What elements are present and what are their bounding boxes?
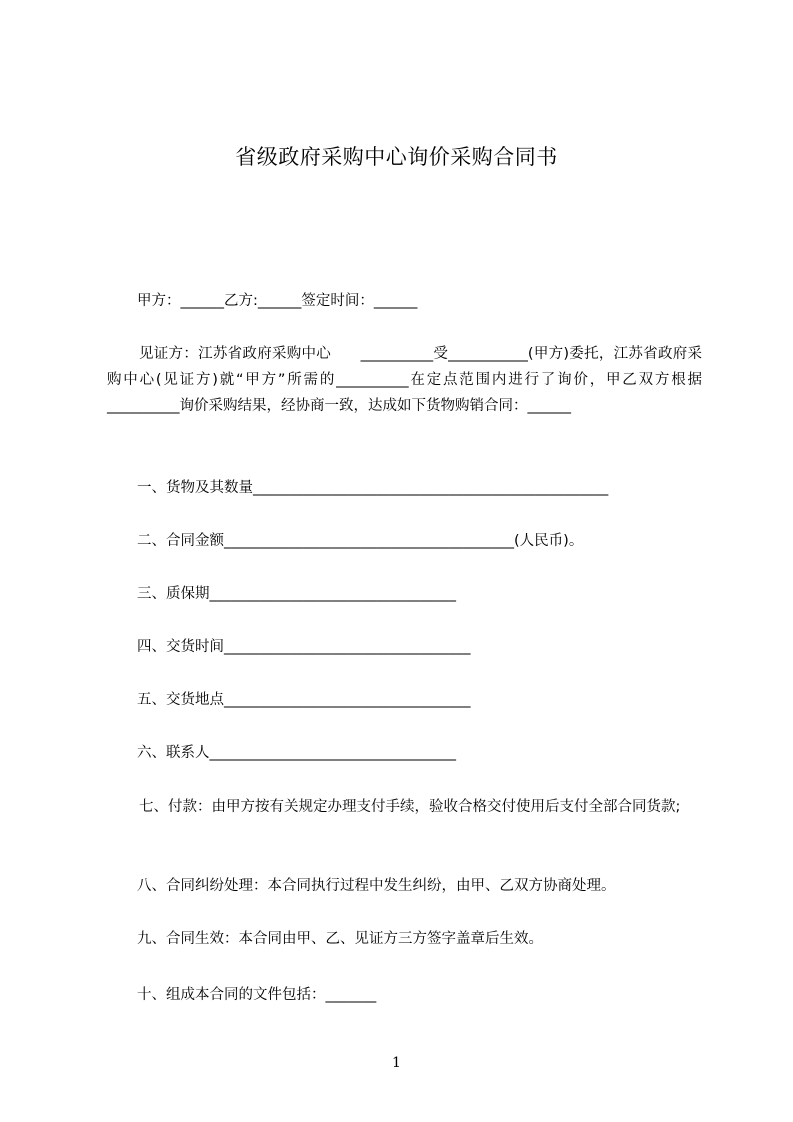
page-number: 1 bbox=[392, 1055, 401, 1071]
parties-line: 甲方：______乙方:______签定时间：______ bbox=[137, 293, 418, 309]
witness-paragraph: 见证方：江苏省政府采购中心 __________受___________(甲方)委托，江苏省政府采购中心(见证方)就“甲方”所需的__________在定点范围内进行了询价，甲乙双方根据__________询价采购结果，经协商一致，达成如下货物购销合同：______ bbox=[107, 346, 702, 414]
clause-dispute-resolution: 八、合同纠纷处理：本合同执行过程中发生纠纷，由甲、乙双方协商处理。 bbox=[137, 878, 616, 894]
clause-contract-documents: 十、组成本合同的文件包括：_______ bbox=[137, 987, 377, 1003]
document-title: 省级政府采购中心询价采购合同书 bbox=[235, 145, 558, 169]
clause-effectiveness: 九、合同生效：本合同由甲、乙、见证方三方签字盖章后生效。 bbox=[137, 931, 543, 947]
clause-delivery-place: 五、交货地点__________________________________ bbox=[137, 692, 471, 708]
clause-warranty-period: 三、质保期__________________________________ bbox=[137, 586, 456, 602]
clause-contract-amount: 二、合同金额________________________________________(人民币)。 bbox=[137, 533, 584, 549]
clause-contact-person: 六、联系人__________________________________ bbox=[137, 745, 456, 761]
clause-delivery-time: 四、交货时间__________________________________ bbox=[137, 639, 471, 655]
clause-goods-quantity: 一、货物及其数量_________________________________________________ bbox=[137, 480, 609, 496]
clause-payment: 七、付款：由甲方按有关规定办理支付手续，验收合格交付使用后支付全部合同货款; bbox=[139, 799, 681, 815]
